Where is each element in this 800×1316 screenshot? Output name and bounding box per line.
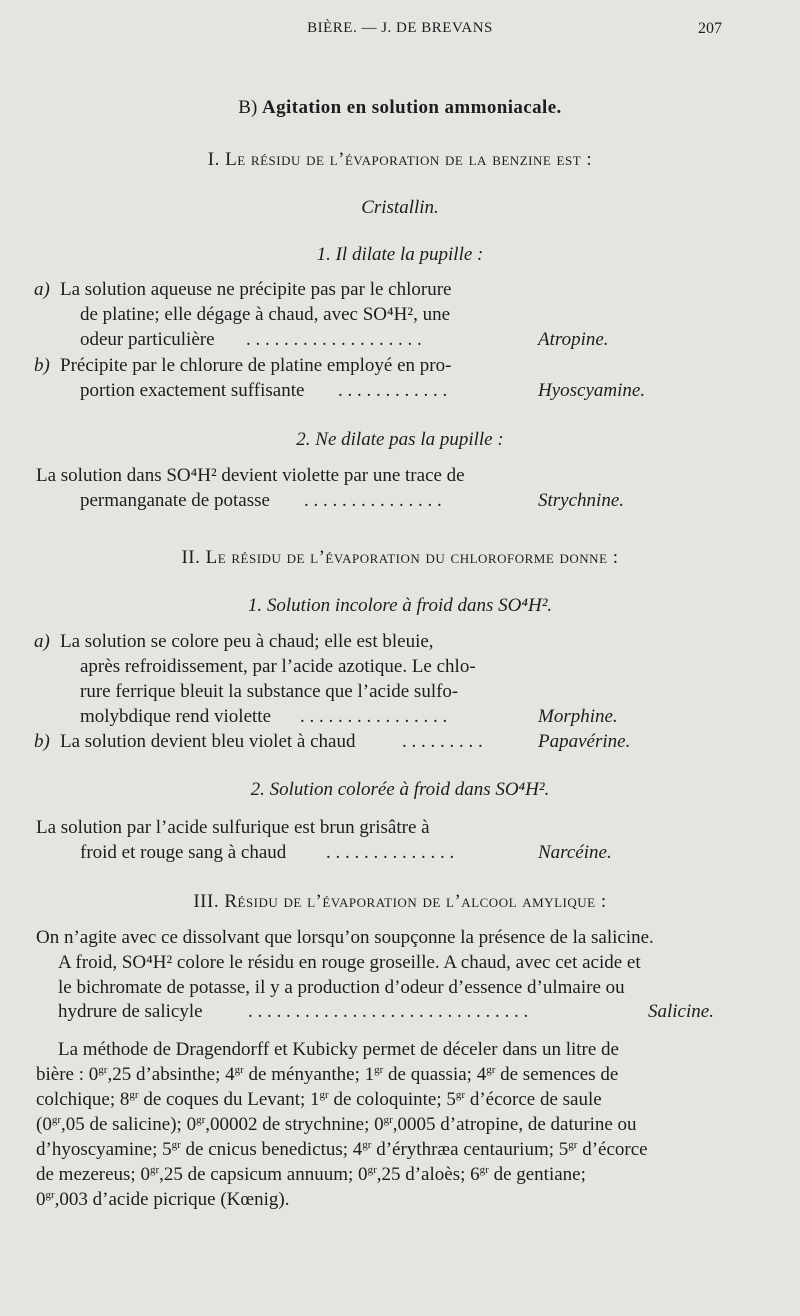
text-line: permanganate de potasse <box>80 490 270 511</box>
text-line: A froid, SO⁴H² colore le résidu en rouge groseille. A chaud, avec cet acide et <box>58 952 641 973</box>
part2-sub2-heading: 2. Solution colorée à froid dans SO⁴H². <box>250 779 550 800</box>
text-line: La solution dans SO⁴H² devient violette par une trace de <box>36 465 465 486</box>
text-line: bière : $0^{gr},25$ d’absinthe; $4^{gr}$ de ményanthe; $1^{gr}$ de quassia; $4^{gr}$ de semences de <box>36 1064 619 1085</box>
part2-heading: II. Le résidu de l’évaporation du chloroforme donne : <box>181 547 619 568</box>
item-b-marker: b) <box>34 355 50 376</box>
text-line: On n’agite avec ce dissolvant que lorsqu’on soupçonne la présence de la salicine. <box>36 927 654 948</box>
dot-leader: . . . . . . . . . . . . . . . . <box>300 706 448 727</box>
result-narceine: Narcéine. <box>538 842 612 863</box>
text-line: molybdique rend violette <box>80 706 272 727</box>
dot-leader: . . . . . . . . . . . . . . <box>326 842 455 863</box>
dot-leader: . . . . . . . . . . . . . . . <box>304 490 442 511</box>
text-line: colchique; $8^{gr}$ de coques du Levant; $1^{gr}$ de coloquinte; $5^{gr}$ d’écorce de saule <box>36 1089 602 1110</box>
section-b-title: Agitation en solution ammoniacale. <box>262 97 562 118</box>
text-line: froid et rouge sang à chaud <box>80 842 287 863</box>
part2-sub1-heading: 1. Solution incolore à froid dans SO⁴H². <box>247 595 553 616</box>
text-line: La solution aqueuse ne précipite pas par le chlorure <box>60 279 452 300</box>
text-line: rure ferrique bleuit la substance que l’acide sulfo- <box>80 681 459 702</box>
text-line: après refroidissement, par l’acide azotique. Le chlo- <box>80 656 476 677</box>
dot-leader: . . . . . . . . . <box>402 731 483 752</box>
item-a-marker: a) <box>34 279 50 300</box>
text-line: hydrure de salicyle <box>58 1001 203 1022</box>
text-line: ($0^{gr},05$ de salicine); $0^{gr},00002$ de strychnine; $0^{gr},0005$ d’atropine, de daturine ou <box>36 1114 637 1135</box>
running-title: BIÈRE. — J. DE BREVANS <box>307 20 493 36</box>
part1-sub1-heading: 1. Il dilate la pupille : <box>316 244 484 265</box>
result-hyoscyamine: Hyoscyamine. <box>538 380 646 401</box>
item-b-marker: b) <box>34 731 50 752</box>
result-salicine: Salicine. <box>648 1001 714 1022</box>
text-line: d’hyoscyamine; $5^{gr}$ de cnicus benedictus; $4^{gr}$ d’érythræa centaurium; $5^{gr}$ d’écorce <box>36 1139 648 1160</box>
item-a-marker: a) <box>34 631 50 652</box>
dot-leader: . . . . . . . . . . . . . . . . . . . <box>246 329 422 350</box>
part1-sub2-heading: 2. Ne dilate pas la pupille : <box>296 429 504 450</box>
dot-leader: . . . . . . . . . . . . . . . . . . . . . . . . . . . . . . <box>248 1001 529 1022</box>
page-number: 207 <box>698 20 722 37</box>
text-line: La méthode de Dragendorff et Kubicky permet de déceler dans un litre de <box>58 1039 619 1060</box>
text-line: Précipite par le chlorure de platine employé en pro- <box>60 355 452 376</box>
part3-heading: III. Résidu de l’évaporation de l’alcool amylique : <box>193 891 607 912</box>
text-line: de mezereus; $0^{gr},25$ de capsicum annuum; $0^{gr},25$ d’aloès; $6^{gr}$ de gentiane; <box>36 1164 586 1185</box>
text-line: $0^{gr},003$ d’acide picrique (Kœnig). <box>36 1189 290 1210</box>
result-papaverine: Papavérine. <box>538 731 631 752</box>
result-atropine: Atropine. <box>538 329 609 350</box>
dot-leader: . . . . . . . . . . . . <box>338 380 448 401</box>
text-line: La solution devient bleu violet à chaud <box>60 731 356 752</box>
text-line: La solution par l’acide sulfurique est brun grisâtre à <box>36 817 430 838</box>
result-strychnine: Strychnine. <box>538 490 625 511</box>
text-line: odeur particulière <box>80 329 215 350</box>
text-line: La solution se colore peu à chaud; elle est bleuie, <box>60 631 434 652</box>
text-line: de platine; elle dégage à chaud, avec SO⁴H², une <box>80 304 450 325</box>
section-b-prefix: B) <box>238 97 258 118</box>
section-b-heading <box>0 96 800 120</box>
text-line: le bichromate de potasse, il y a production d’odeur d’essence d’ulmaire ou <box>58 977 625 998</box>
part1-subtitle: Cristallin. <box>361 197 439 218</box>
part1-heading: I. Le résidu de l’évaporation de la benzine est : <box>207 149 593 170</box>
text-line: portion exactement suffisante <box>80 380 305 401</box>
running-header <box>0 20 800 46</box>
result-morphine: Morphine. <box>538 706 618 727</box>
